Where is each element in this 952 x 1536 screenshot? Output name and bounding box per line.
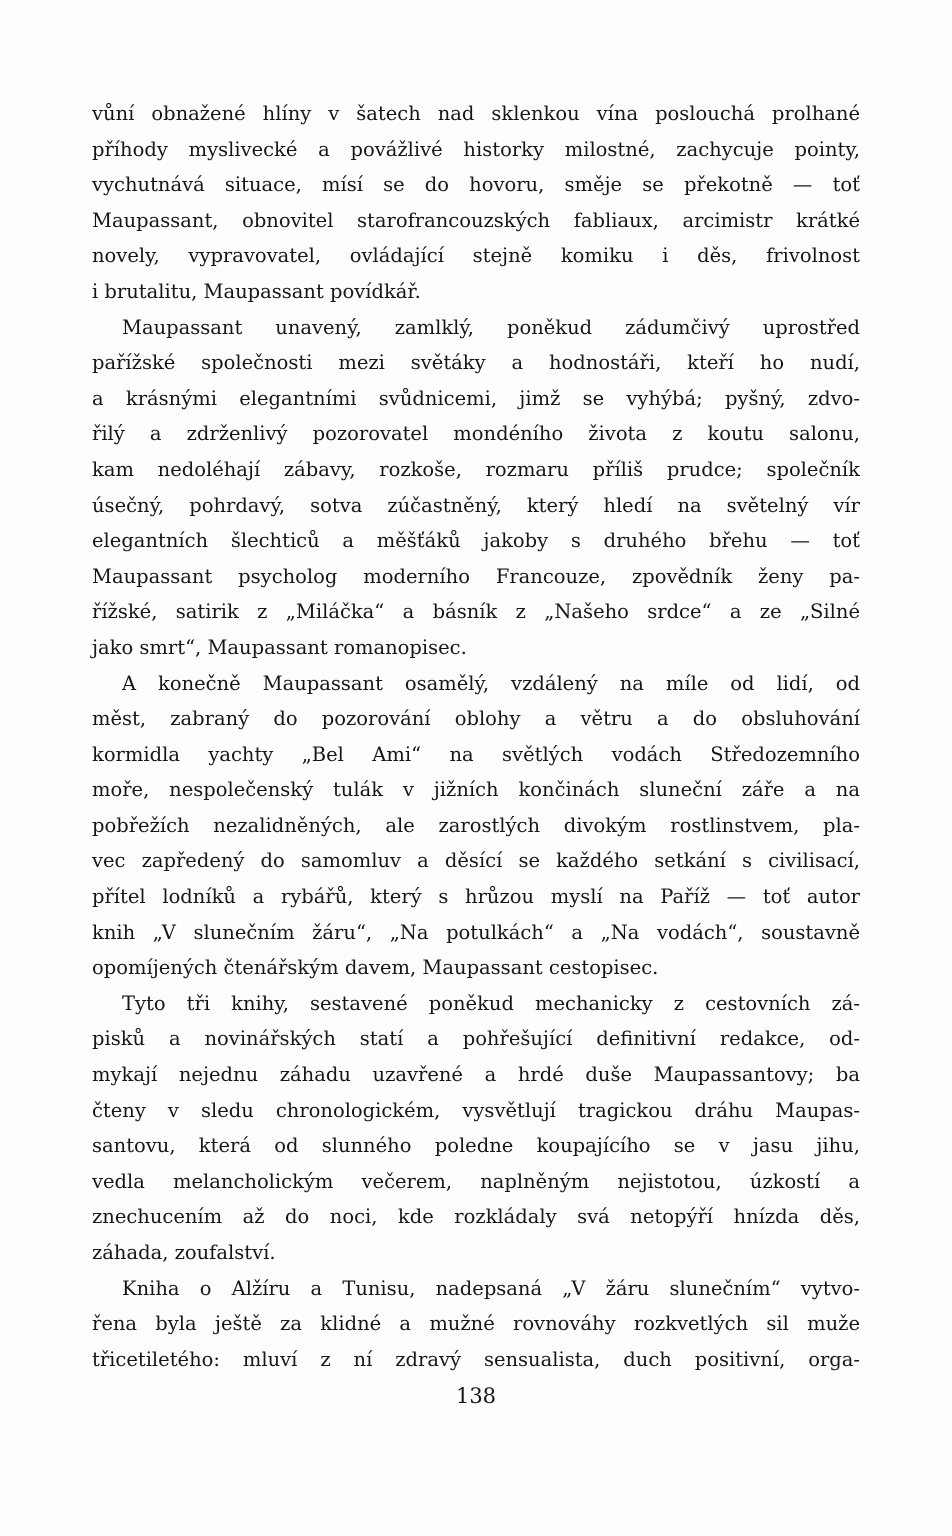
text-line: elegantních šlechticů a měšťáků jakoby s druhého břehu — toť <box>92 529 860 553</box>
text-line: čteny v sledu chronologickém, vysvětlují tragickou dráhu Maupas- <box>92 1098 860 1122</box>
text-line: Kniha o Alžíru a Tunisu, nadepsaná „V žáru slunečním“ vytvo- <box>122 1276 860 1300</box>
text-line: novely, vypravovatel, ovládající stejně komiku i děs, frivolnost <box>92 244 860 268</box>
text-line: mykají nejednu záhadu uzavřené a hrdé duše Maupassantovy; ba <box>92 1063 860 1087</box>
paragraph <box>92 310 860 666</box>
text-line: kormidla yachty „Bel Ami“ na světlých vodách Středozemního <box>92 742 860 766</box>
text-line: řilý a zdrženlivý pozorovatel mondéního života z koutu salonu, <box>92 422 860 446</box>
text-line: Maupassant psycholog moderního Francouze, zpovědník ženy pa- <box>92 564 860 588</box>
text-line: vůní obnažené hlíny v šatech nad sklenkou vína poslouchá prolhané <box>92 102 860 125</box>
paragraph <box>92 96 860 310</box>
text-line: jako smrt“, Maupassant romanopisec. <box>92 635 467 659</box>
text-line: měst, zabraný do pozorování oblohy a větru a do obsluhování <box>92 707 860 731</box>
text-line: pobřežích nezalidněných, ale zarostlých divokým rostlinstvem, pla- <box>92 813 860 837</box>
text-line: a krásnými elegantními svůdnicemi, jimž se vyhýbá; pyšný, zdvo- <box>92 386 860 410</box>
text-line: třicetiletého: mluví z ní zdravý sensualista, duch positivní, orga- <box>92 1347 860 1371</box>
text-line: Maupassant unavený, zamlklý, poněkud zádumčivý uprostřed <box>122 315 860 339</box>
paragraph <box>92 1271 860 1378</box>
text-line: moře, nespolečenský tulák v jižních končinách sluneční záře a na <box>92 778 860 802</box>
text-line: opomíjených čtenářským davem, Maupassant cestopisec. <box>92 956 659 980</box>
text-line: knih „V slunečním žáru“, „Na potulkách“ a „Na vodách“, soustavně <box>92 920 860 944</box>
paragraph <box>92 666 860 986</box>
text-line: kam nedoléhají zábavy, rozkoše, rozmaru příliš prudce; společník <box>92 457 860 481</box>
text-line: řížské, satirik z „Miláčka“ a básník z „Našeho srdce“ a ze „Silné <box>92 600 860 624</box>
text-line: přítel lodníků a rybářů, který s hrůzou myslí na Paříž — toť autor <box>92 885 860 909</box>
text-line: pisků a novinářských statí a pohřešující definitivní redakce, od- <box>92 1027 860 1051</box>
text-line: i brutalitu, Maupassant povídkář. <box>92 279 421 303</box>
body-text <box>92 96 860 1377</box>
text-line: A konečně Maupassant osamělý, vzdálený na míle od lidí, od <box>122 671 860 695</box>
text-line: pařížské společnosti mezi světáky a hodnostáři, kteří ho nudí, <box>92 351 860 375</box>
text-line: znechucením až do noci, kde rozkládaly svá netopýří hnízda děs, <box>92 1205 860 1229</box>
paragraph <box>92 986 860 1271</box>
text-line: Tyto tři knihy, sestavené poněkud mechanicky z cestovních zá- <box>122 991 860 1015</box>
text-line: příhody myslivecké a povážlivé historky milostné, zachycuje pointy, <box>92 137 860 161</box>
text-line: řena byla ještě za klidné a mužné rovnováhy rozkvetlých sil muže <box>92 1312 860 1336</box>
text-line: vedla melancholickým večerem, naplněným nejistotou, úzkostí a <box>92 1169 860 1193</box>
text-line: vychutnává situace, mísí se do hovoru, směje se překotně — toť <box>92 173 860 197</box>
text-line: úsečný, pohrdavý, sotva zúčastněný, který hledí na světelný vír <box>92 493 860 517</box>
page-number: 138 <box>455 1384 497 1408</box>
text-line: záhada, zoufalství. <box>92 1241 276 1264</box>
text-line: santovu, která od slunného poledne koupajícího se v jasu jihu, <box>92 1134 860 1158</box>
text-line: vec zapředený do samomluv a děsící se každého setkání s civilisací, <box>92 849 860 873</box>
text-line: Maupassant, obnovitel starofrancouzských fabliaux, arcimistr krátké <box>92 208 860 232</box>
